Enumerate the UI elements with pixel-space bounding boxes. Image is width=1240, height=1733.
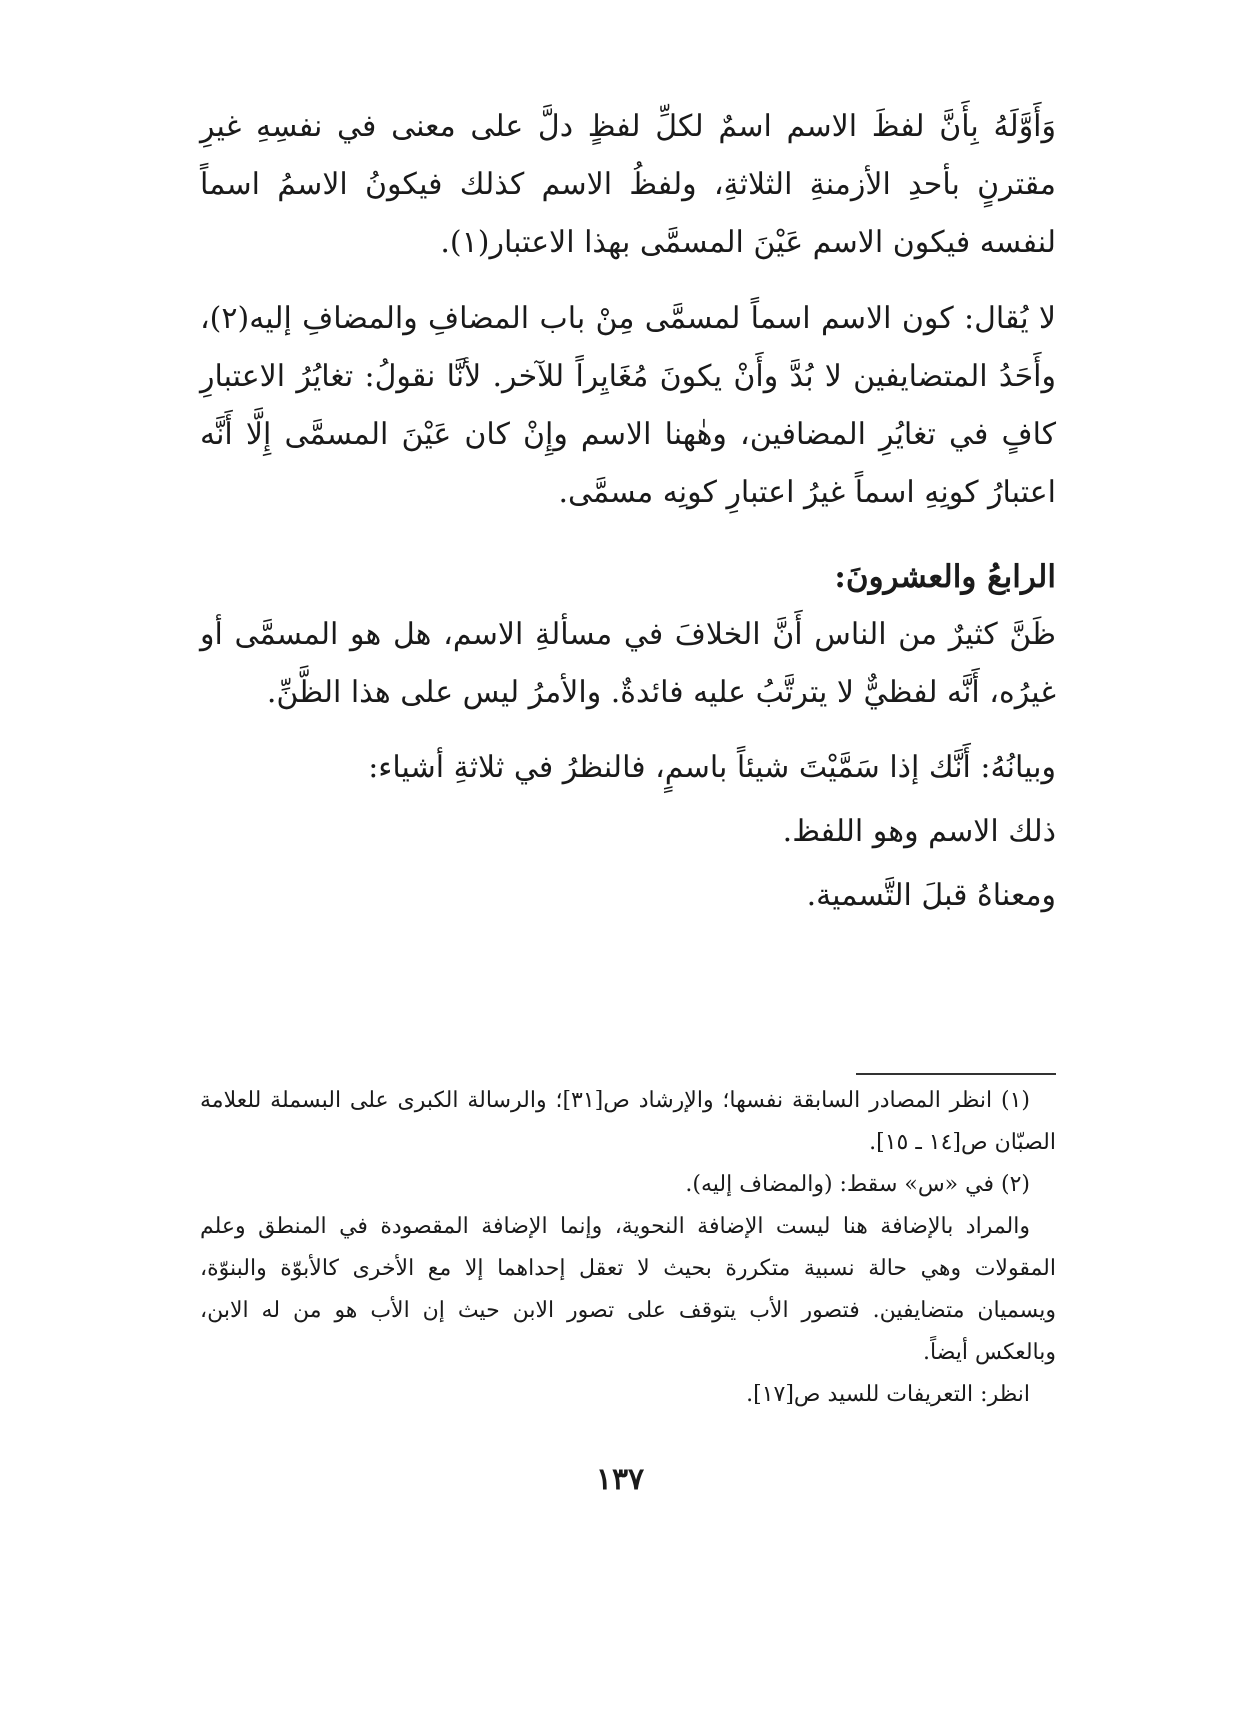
- paragraph-2: لا يُقال: كون الاسم اسماً لمسمَّى مِنْ باب المضافِ والمضافِ إليه(٢)، وأَحَدُ المتضايفين لا بُدَّ وأَنْ يكونَ مُغَايِراً للآخر. لأنَّا نقولُ: تغايُرُ الاعتبارِ كافٍ في تغايُرِ المضافين، وهٰهنا الاسم وإِنْ كان عَيْنَ المسمَّى إِلَّا أَنَّه اعتبارُ كونِهِ اسماً غيرُ اعتبارِ كونِه مسمَّى.: [200, 301, 1056, 510]
- section-heading: الرابعُ والعشرونَ:: [834, 559, 1056, 595]
- explanation-block: [300, 738, 1056, 926]
- paragraph-3: ظَنَّ كثيرٌ من الناس أَنَّ الخلافَ في مسألةِ الاسم، هل هو المسمَّى أو غيرُه، أَنَّه لفظيٌّ لا يترتَّبُ عليه فائدةٌ. والأمرُ ليس على هذا الظَّنِّ.: [200, 617, 1056, 710]
- page-body: [200, 98, 1056, 930]
- footnote-2-reference: انظر: التعريفات للسيد ص[١٧].: [746, 1382, 1030, 1407]
- footnote-2-explanation: والمراد بالإضافة هنا ليست الإضافة النحوية، وإنما الإضافة المقصودة في المنطق وعلم المقولات وهي حالة نسبية متكررة بحيث لا تعقل إحداهما إلا مع الأخرى كالأبوّة والبنوّة، ويسميان متضايفين. فتصور الأب يتوقف على تصور الابن حيث إن الأب هو من له الابن، وبالعكس أيضاً.: [200, 1214, 1056, 1365]
- footnote-2: (٢) في «س» سقط: (والمضاف إليه).: [685, 1172, 1030, 1197]
- footnote-1: (١) انظر المصادر السابقة نفسها؛ والإرشاد ص[٣١]؛ والرسالة الكبرى على البسملة للعلامة الصبّان ص[١٤ ـ ١٥].: [200, 1088, 1056, 1155]
- footnotes: [200, 1080, 1056, 1416]
- footnote-divider: [856, 1073, 1056, 1075]
- paragraph-4: وبيانُهُ: أَنَّك إذا سَمَّيْتَ شيئاً باسمٍ، فالنظرُ في ثلاثةِ أشياء:: [368, 750, 1056, 785]
- list-line-1: ذلك الاسم وهو اللفظ.: [782, 814, 1056, 849]
- paragraph-1: وَأَوَّلَهُ بِأَنَّ لفظَ الاسم اسمٌ لكلِّ لفظٍ دلَّ على معنى في نفسِهِ غيرِ مقترنٍ بأحدِ الأزمنةِ الثلاثةِ، ولفظُ الاسم كذلك فيكونُ الاسمُ اسماً لنفسه فيكون الاسم عَيْنَ المسمَّى بهذا الاعتبار(١).: [200, 109, 1056, 260]
- page-number: ١٣٧: [595, 1462, 645, 1497]
- list-line-2: ومعناهُ قبلَ التَّسمية.: [806, 878, 1056, 913]
